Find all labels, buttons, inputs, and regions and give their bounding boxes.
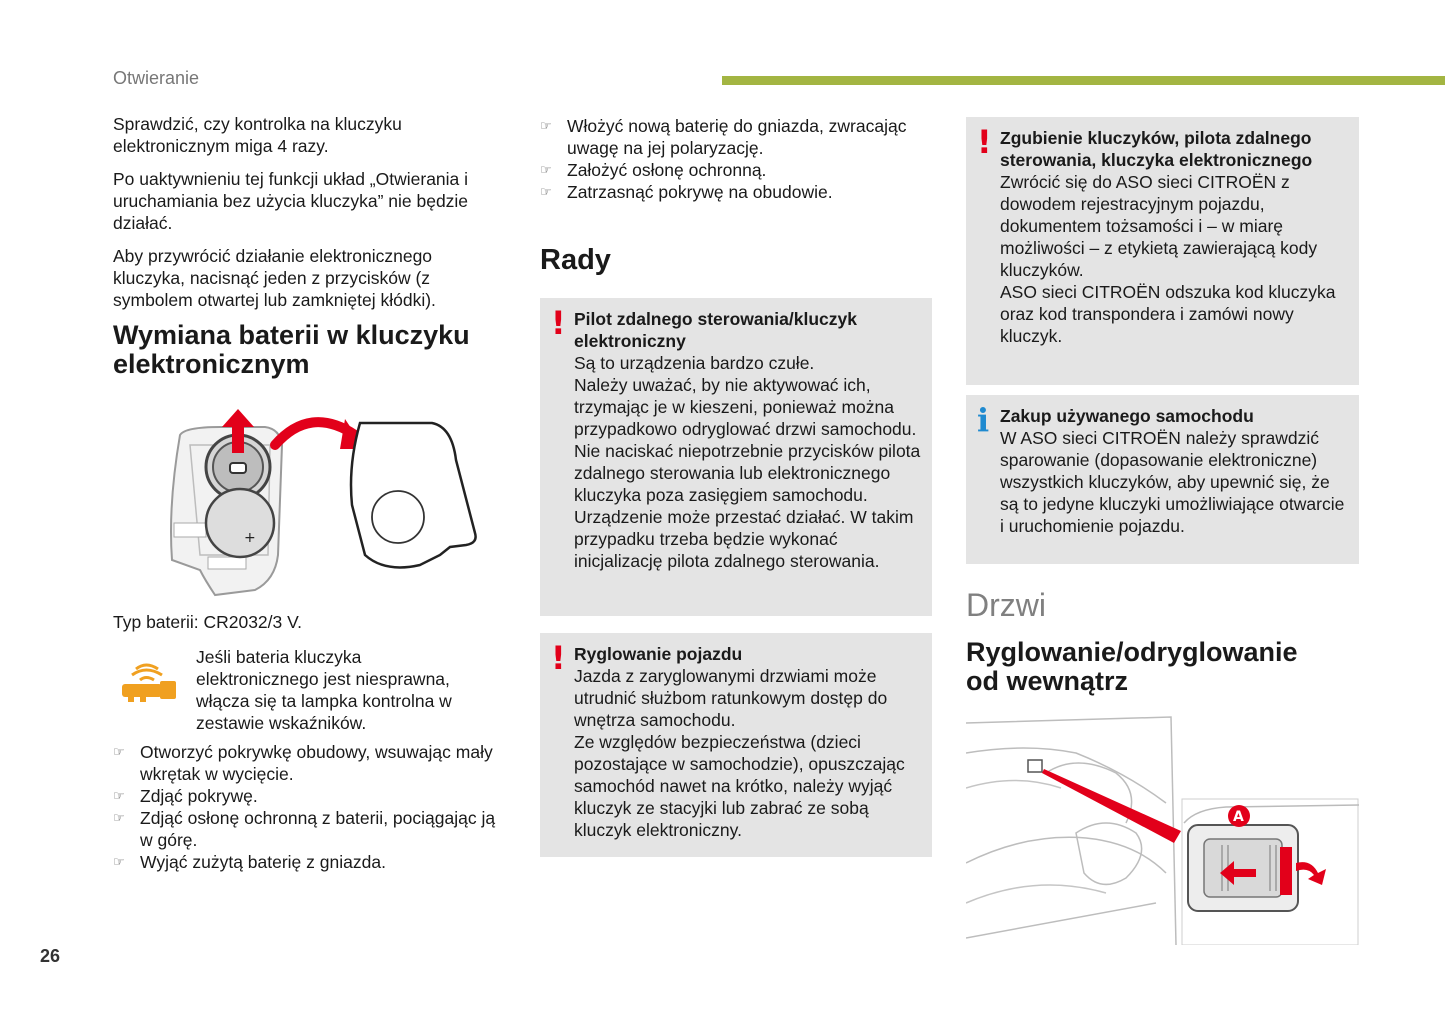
warning-body-1: Są to urządzenia bardzo czułe. [574, 353, 815, 373]
cover-recess [372, 491, 424, 543]
warning-body-3: Nie naciskać niepotrzebnie przycisków pilota zdalnego sterowania lub elektronicznego kluczyka poza zasięgiem samochodu. Urządzenie może przestać działać. W takim przypadku trzeba będzie wykonać inicjalizację pilota zdalnego sterowania. [574, 441, 921, 571]
section-color-bar [722, 76, 1445, 85]
battery-type: Typ baterii: CR2032/3 V. [113, 612, 303, 632]
tips-heading: Rady [540, 244, 611, 276]
left-column [113, 113, 508, 322]
key-fob-svg [160, 405, 490, 605]
left-steps-list [113, 741, 508, 873]
doors-chapter-title: Drzwi [966, 587, 1046, 623]
step-item: ☞ Założyć osłonę ochronną. [540, 160, 767, 180]
pointing-hand-icon: ☞ [540, 162, 552, 177]
warning-body-2: Należy uważać, by nie aktywować ich, trzymając je w kieszeni, ponieważ można przypadkowo odryglować drzwi samochodu. [574, 375, 917, 439]
warning-icon: ! [551, 639, 566, 677]
info-body: W ASO sieci CITROËN należy sprawdzić sparowanie (dopasowanie elektroniczne) wszystkich kluczyków, aby upewnić się, że są to jedyne kluczyki umożliwiające otwarcie i uruchomienie pojazdu. [1000, 428, 1345, 536]
pointing-hand-icon: ☞ [540, 118, 552, 133]
warning-body-1: Jazda z zaryglowanymi drzwiami może utrudnić służbom ratunkowym dostęp do wnętrza samochodu. [574, 666, 888, 730]
warning-body-2: ASO sieci CITROËN odszuka kod kluczyka oraz kod transpondera i zamówi nowy kluczyk. [1000, 282, 1336, 346]
pointer-line [1042, 769, 1181, 843]
section-label: Otwieranie [113, 68, 200, 88]
key-battery-lamp-icon [118, 659, 180, 703]
warning-lamp-description: Jeśli bateria kluczyka elektronicznego jest niesprawna, włącza się ta lampka kontrolna w zestawie wskaźników. [196, 647, 452, 733]
pointing-hand-icon: ☞ [113, 788, 125, 803]
step-item: ☞ Zatrzasnąć pokrywę na obudowie. [540, 182, 833, 202]
step-item: ☞ Wyjąć zużytą baterię z gniazda. [113, 852, 386, 872]
battery-replacement-heading [113, 321, 513, 379]
heading-line-1: Wymiana baterii w kluczyku [113, 320, 470, 350]
middle-steps-list [540, 115, 935, 203]
used-car-info-box [966, 395, 1359, 564]
battery-plus-sign: + [244, 530, 256, 546]
pointing-hand-icon: ☞ [540, 184, 552, 199]
warning-body-1: Zwrócić się do ASO sieci CITROËN z dowodem rejestracyjnym pojazdu, dokumentem tożsamości i – w miarę możliwości – z etykietą zawierającą kody kluczyków. [1000, 172, 1318, 280]
warning-icon: ! [551, 304, 566, 342]
door-lock-illustration [966, 713, 1359, 945]
key-fob-battery-illustration [160, 405, 490, 605]
warning-icon: ! [977, 123, 992, 161]
new-battery [206, 489, 274, 557]
intro-paragraph-2: Po uaktywnieniu tej funkcji układ „Otwierania i uruchamiania bez użycia kluczyka” nie będzie działać. [113, 169, 469, 233]
step-item: ☞ Zdjąć osłonę ochronną z baterii, pociągając ją w górę. [113, 808, 496, 850]
battery-tab [230, 463, 246, 473]
warning-body-2: Ze względów bezpieczeństwa (dzieci pozostające w samochodzie), opuszczając samochód nawet na krótko, należy wyjąć kluczyk ze stacyjki lub zabrać ze sobą kluczyk elektroniczny. [574, 732, 905, 840]
pointing-hand-icon: ☞ [113, 854, 125, 869]
fob-slot [174, 523, 206, 537]
lock-indicator [1280, 847, 1292, 895]
step-item: ☞ Włożyć nową baterię do gniazda, zwracając uwagę na jej polaryzację. [540, 116, 907, 158]
callout-a-label: A [1233, 809, 1244, 825]
warning-title: Zgubienie kluczyków, pilota zdalnego sterowania, kluczyka elektronicznego [1000, 128, 1313, 170]
pointing-hand-icon: ☞ [113, 810, 125, 825]
warning-title: Ryglowanie pojazdu [574, 644, 743, 664]
vehicle-locking-warning-box [540, 633, 932, 857]
info-title: Zakup używanego samochodu [1000, 406, 1254, 426]
lost-keys-warning-box [966, 117, 1359, 385]
step-item: ☞ Zdjąć pokrywę. [113, 786, 258, 806]
heading-line-2: elektronicznym [113, 349, 310, 379]
door-lock-svg [966, 713, 1359, 945]
intro-paragraph-3: Aby przywrócić działanie elektronicznego kluczyka, nacisnąć jeden z przycisków (z symbolem otwartej lub zamkniętej kłódki). [113, 246, 436, 310]
pointing-hand-icon: ☞ [113, 744, 125, 759]
fob-label [208, 557, 246, 569]
page-number: 26 [40, 946, 61, 966]
heading-line-2: od wewnątrz [966, 666, 1129, 696]
heading-line-1: Ryglowanie/odryglowanie [966, 637, 1298, 667]
warning-title: Pilot zdalnego sterowania/kluczyk elektroniczny [574, 309, 857, 351]
info-icon: i [977, 401, 990, 439]
remote-control-warning-box [540, 298, 932, 616]
locking-from-inside-heading [966, 638, 1366, 696]
lock-button-small [1028, 760, 1042, 772]
intro-paragraph-1: Sprawdzić, czy kontrolka na kluczyku elektronicznym miga 4 razy. [113, 114, 402, 156]
step-item: ☞ Otworzyć pokrywkę obudowy, wsuwając mały wkrętak w wycięcie. [113, 742, 493, 784]
